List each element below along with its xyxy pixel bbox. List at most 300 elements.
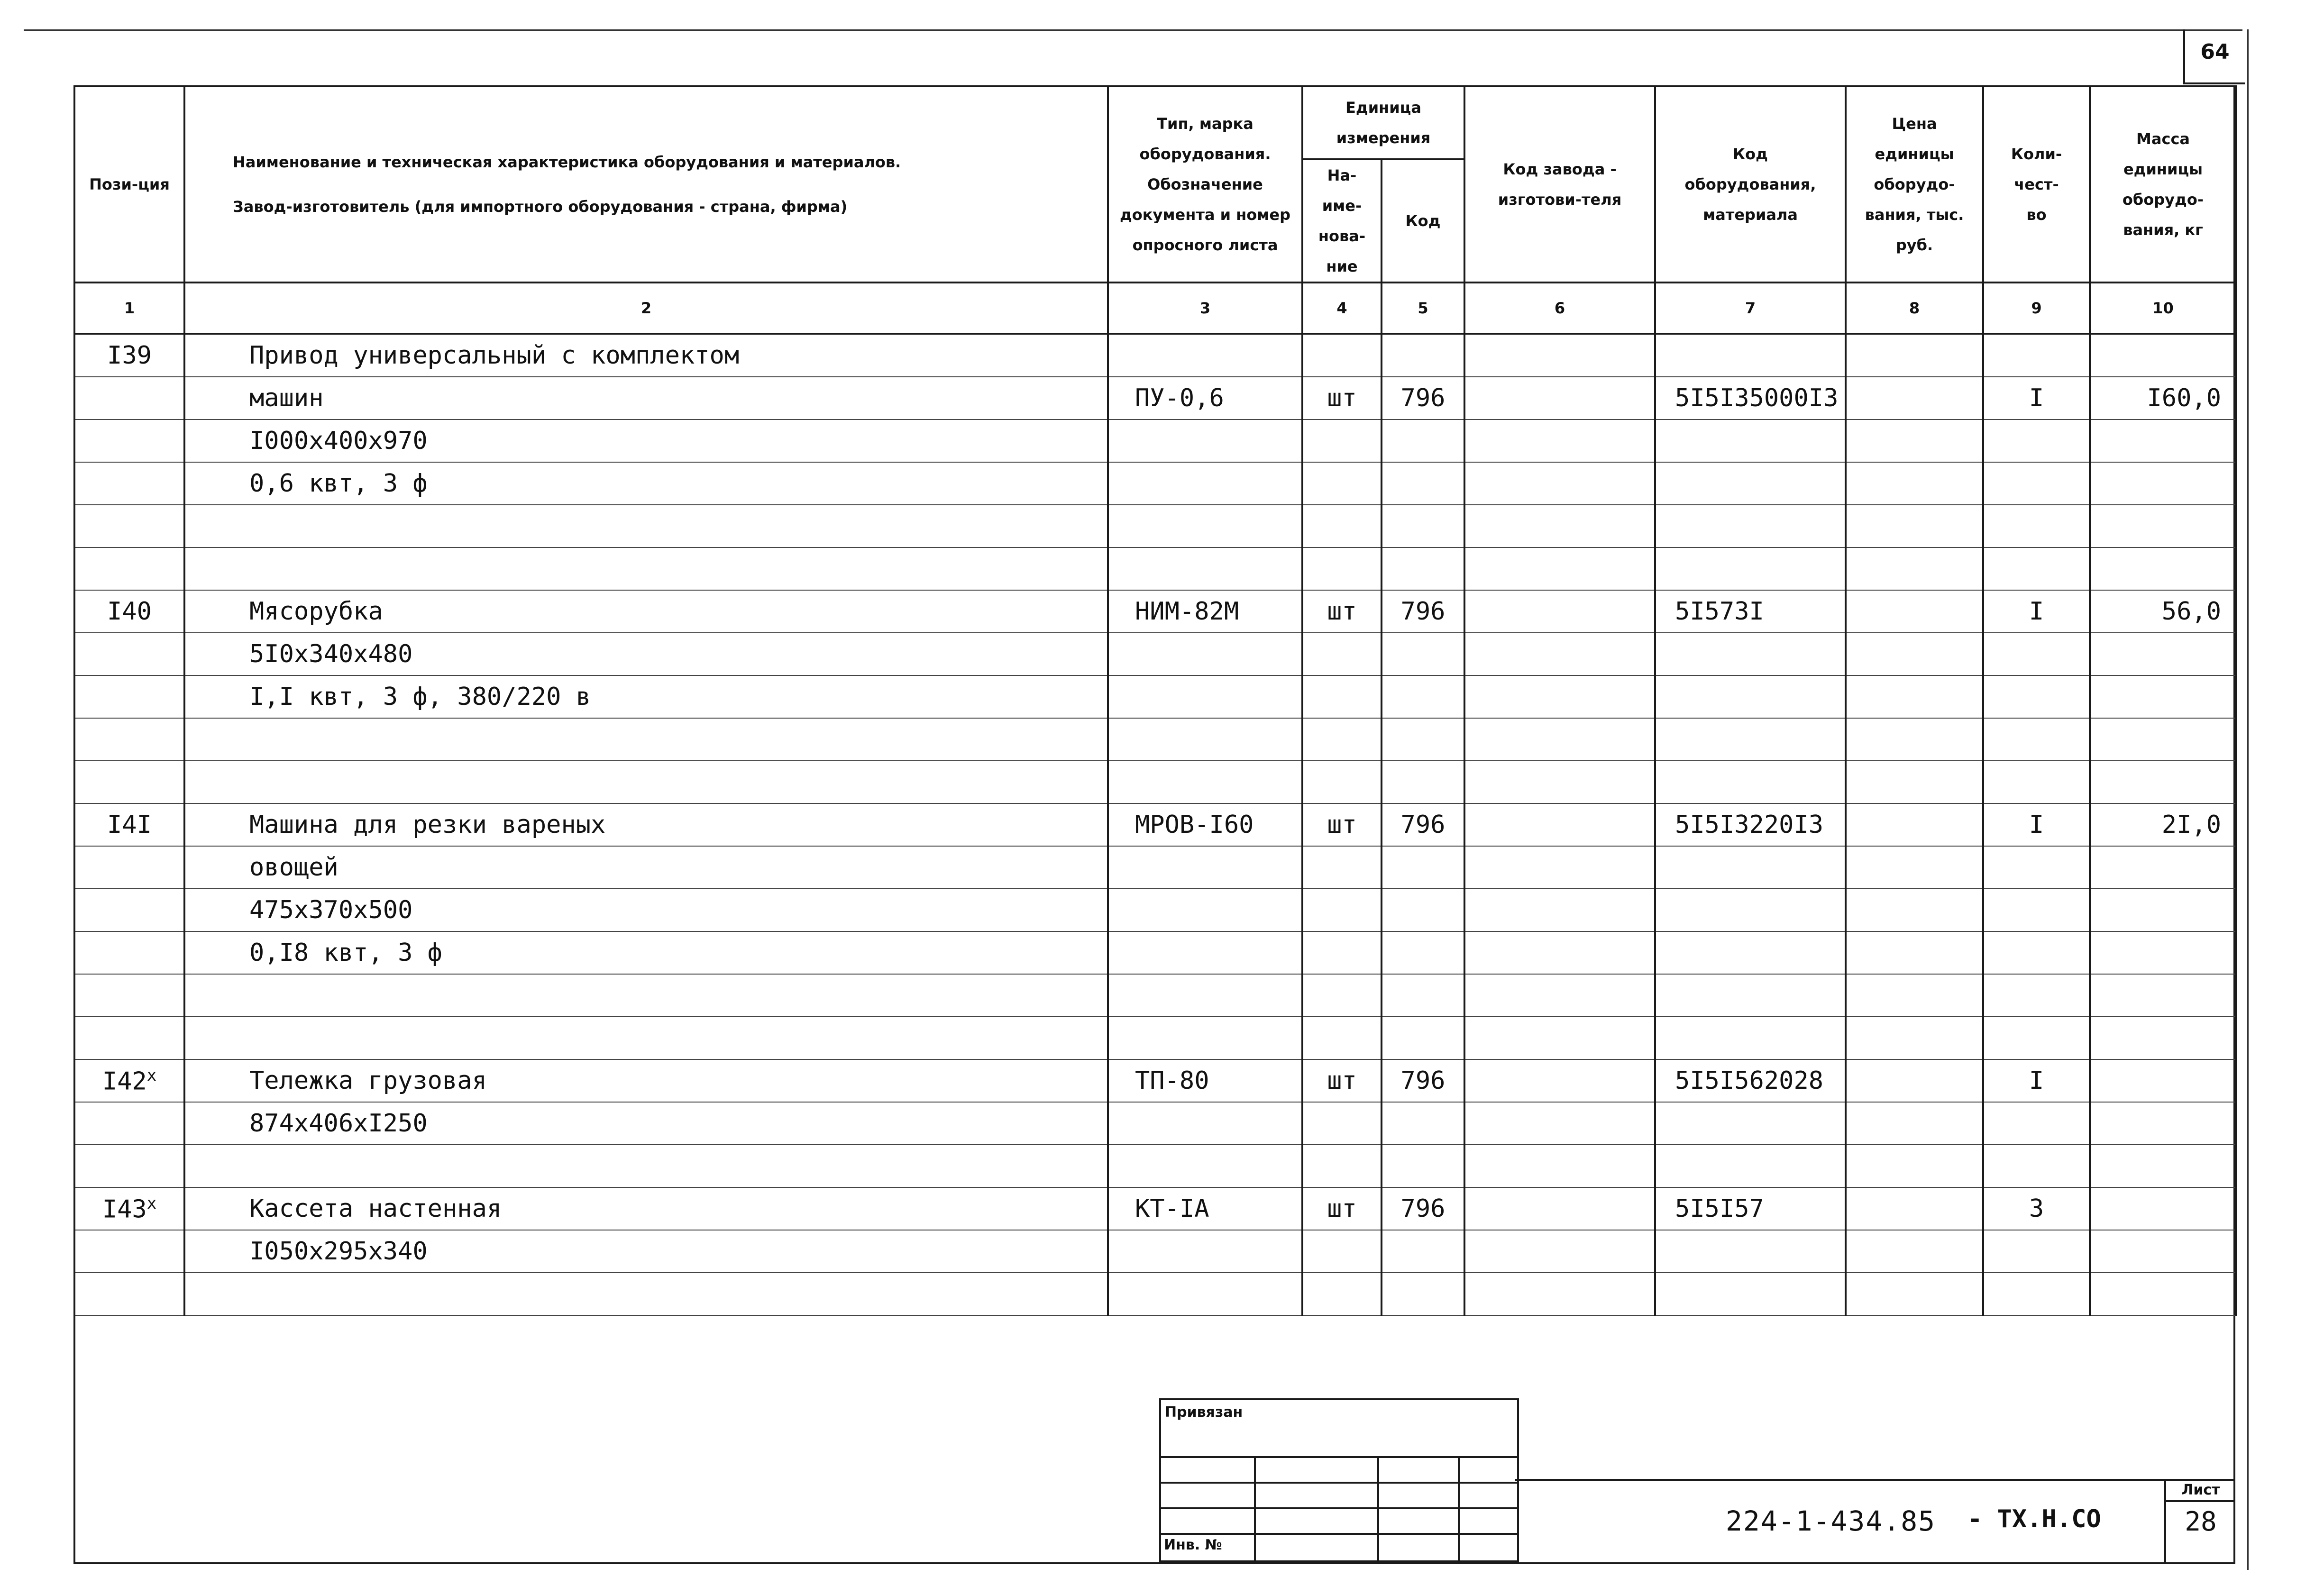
cell-name [184,505,1108,547]
cell-name [184,419,1108,462]
cell-price [1846,718,1983,761]
header-unit-code: Код [1382,159,1464,283]
table-row [74,675,2236,718]
cell-quantity [1983,846,2090,889]
cell-quantity [1983,675,2090,718]
cell-mass [2090,1230,2236,1273]
inv-label: Инв. № [1160,1534,1255,1561]
table-row [74,846,2236,889]
cell-unit [1302,974,1382,1017]
cell-name-text: Тележка грузовая [249,1066,487,1095]
cell-equipment-code [1655,419,1846,462]
title-block-line [1515,1479,2235,1481]
cell-unit-text: шт [1327,384,1357,412]
cell-unit [1302,675,1382,718]
cell-price [1846,803,1983,846]
cell-quantity [1983,1017,2090,1059]
cell-unit [1302,889,1382,931]
header-name-line2: Завод-изготовитель (для импортного оборудования - страна, фирма) [233,198,848,216]
cell-name [184,931,1108,974]
page-number: 64 [2200,40,2230,64]
stamp-cell [1459,1483,1518,1508]
cell-name [184,761,1108,803]
cell-mass [2090,803,2236,846]
cell-type-text: ПУ-0,6 [1135,384,1224,412]
header-equipment-code: Код оборудования, материала [1655,86,1846,283]
cell-equipment-code [1655,462,1846,505]
cell-name [184,462,1108,505]
cell-unit [1302,1145,1382,1187]
cell-mass [2090,419,2236,462]
cell-factory-code [1464,974,1655,1017]
cell-quantity [1983,462,2090,505]
cell-type [1108,974,1302,1017]
cell-unit-code [1382,803,1464,846]
cell-unit-code [1382,931,1464,974]
table-row [74,1187,2236,1230]
cell-quantity [1983,505,2090,547]
cell-unit [1302,590,1382,633]
sheet-number-box [2164,1479,2235,1564]
table-row [74,931,2236,974]
cell-price [1846,547,1983,590]
cell-unit-code-text: 796 [1400,1194,1446,1223]
cell-factory-code [1464,889,1655,931]
table-row [74,547,2236,590]
cell-unit [1302,803,1382,846]
stamp-cell [1378,1508,1459,1534]
cell-factory-code [1464,1017,1655,1059]
cell-unit-code [1382,1230,1464,1273]
cell-name-text: 0,6 квт, 3 ф [249,469,428,498]
cell-factory-code [1464,1187,1655,1230]
cell-unit-code-text: 796 [1400,384,1446,412]
cell-unit [1302,1273,1382,1315]
stamp-cell [1160,1457,1255,1483]
cell-position [74,974,184,1017]
cell-equipment-code-text: 5I5I562028 [1675,1066,1824,1095]
cell-price [1846,846,1983,889]
cell-factory-code [1464,419,1655,462]
cell-position-text: I39 [107,341,152,370]
cell-factory-code [1464,377,1655,419]
cell-unit-code-text: 796 [1400,597,1446,626]
cell-mass [2090,974,2236,1017]
cell-unit-code [1382,761,1464,803]
cell-quantity [1983,419,2090,462]
cell-unit [1302,1059,1382,1102]
table-row [74,462,2236,505]
cell-price [1846,377,1983,419]
cell-name-text: Кассета настенная [249,1194,502,1223]
cell-unit [1302,846,1382,889]
table-body [74,334,2236,1315]
table-row [74,1017,2236,1059]
cell-unit [1302,1017,1382,1059]
column-number: 8 [1846,283,1983,334]
cell-unit-code [1382,1273,1464,1315]
stamp-cell [1378,1457,1459,1483]
cell-quantity [1983,803,2090,846]
document-code: 224-1-434.85 [1726,1505,1936,1537]
cell-unit-code [1382,633,1464,675]
stamp-cell [1459,1534,1518,1561]
cell-type [1108,1145,1302,1187]
cell-price [1846,1102,1983,1145]
cell-type [1108,334,1302,377]
cell-position [74,1059,184,1102]
cell-type-text: НИМ-82М [1135,597,1239,626]
sheet-number: 28 [2185,1506,2217,1537]
table-row [74,1145,2236,1187]
cell-price [1846,1059,1983,1102]
cell-price [1846,675,1983,718]
cell-price [1846,1017,1983,1059]
cell-mass [2090,1187,2236,1230]
cell-unit [1302,377,1382,419]
cell-equipment-code [1655,633,1846,675]
cell-name [184,675,1108,718]
cell-equipment-code-text: 5I573I [1675,597,1764,626]
cell-type [1108,547,1302,590]
cell-quantity [1983,590,2090,633]
cell-unit [1302,1102,1382,1145]
cell-name [184,803,1108,846]
column-number: 5 [1382,283,1464,334]
cell-price [1846,590,1983,633]
cell-quantity [1983,334,2090,377]
cell-quantity-text: I [2029,597,2044,626]
header-name [184,86,1108,283]
cell-type [1108,1059,1302,1102]
cell-mass [2090,1273,2236,1315]
table-row [74,590,2236,633]
cell-unit-code [1382,1017,1464,1059]
stamp-cell [1160,1508,1255,1534]
cell-unit-text: шт [1327,811,1357,839]
cell-price [1846,1230,1983,1273]
cell-name [184,377,1108,419]
stamp-cell [1459,1508,1518,1534]
cell-price [1846,1187,1983,1230]
cell-equipment-code [1655,1145,1846,1187]
cell-factory-code [1464,931,1655,974]
cell-type [1108,633,1302,675]
cell-quantity [1983,1273,2090,1315]
cell-equipment-code [1655,1273,1846,1315]
cell-price [1846,761,1983,803]
cell-type-text: МРОВ-I60 [1135,811,1254,839]
cell-quantity [1983,633,2090,675]
table-row [74,1059,2236,1102]
cell-price [1846,974,1983,1017]
cell-type [1108,846,1302,889]
cell-unit [1302,1187,1382,1230]
cell-unit-code [1382,1187,1464,1230]
cell-name-text: машин [249,384,324,412]
cell-type [1108,1102,1302,1145]
cell-position [74,1273,184,1315]
cell-quantity-text: 3 [2029,1194,2044,1223]
cell-unit [1302,547,1382,590]
cell-mass [2090,1145,2236,1187]
column-number: 2 [184,283,1108,334]
cell-factory-code [1464,803,1655,846]
cell-name-text: 874х406хI250 [249,1109,428,1138]
table-row [74,377,2236,419]
cell-unit-code [1382,377,1464,419]
cell-equipment-code [1655,846,1846,889]
cell-name [184,1145,1108,1187]
position-mark: x [146,1194,157,1213]
cell-position [74,633,184,675]
cell-equipment-code [1655,889,1846,931]
cell-mass [2090,633,2236,675]
cell-unit-code [1382,718,1464,761]
cell-type [1108,1273,1302,1315]
cell-price [1846,419,1983,462]
cell-unit [1302,1230,1382,1273]
cell-name-text: Привод универсальный с комплектом [249,341,740,370]
cell-factory-code [1464,1145,1655,1187]
cell-type [1108,590,1302,633]
position-mark: x [146,1066,157,1085]
cell-mass-text: I60,0 [2147,384,2222,412]
page-number-box [2183,29,2245,84]
cell-equipment-code [1655,377,1846,419]
cell-type [1108,1230,1302,1273]
cell-type [1108,761,1302,803]
cell-price [1846,889,1983,931]
cell-position [74,803,184,846]
cell-price [1846,1273,1983,1315]
table-row [74,803,2236,846]
cell-unit-text: шт [1327,597,1357,626]
cell-unit-code [1382,505,1464,547]
table-row [74,505,2236,547]
cell-equipment-code-text: 5I5I57 [1675,1194,1764,1223]
document-suffix: - ТХ.Н.СО [1967,1505,2101,1533]
cell-mass [2090,334,2236,377]
cell-name [184,1102,1108,1145]
cell-factory-code [1464,718,1655,761]
cell-name [184,974,1108,1017]
cell-position-text: I40 [107,597,152,626]
cell-name [184,1059,1108,1102]
cell-mass [2090,505,2236,547]
cell-position [74,1102,184,1145]
cell-unit-code [1382,1059,1464,1102]
column-number: 9 [1983,283,2090,334]
cell-type [1108,889,1302,931]
column-number: 7 [1655,283,1846,334]
table-row [74,334,2236,377]
cell-name [184,1230,1108,1273]
cell-quantity [1983,931,2090,974]
cell-unit-code [1382,889,1464,931]
cell-position [74,334,184,377]
cell-mass-text: 56,0 [2161,597,2222,626]
cell-mass [2090,1017,2236,1059]
cell-factory-code [1464,547,1655,590]
column-number-row [74,283,2236,334]
cell-type [1108,675,1302,718]
cell-name [184,889,1108,931]
cell-name [184,1187,1108,1230]
cell-position [74,761,184,803]
table-row [74,761,2236,803]
cell-factory-code [1464,462,1655,505]
cell-name-text: I,I квт, 3 ф, 380/220 в [249,683,591,711]
cell-position [74,889,184,931]
cell-quantity [1983,1102,2090,1145]
cell-factory-code [1464,334,1655,377]
cell-price [1846,462,1983,505]
stamp-cell [1255,1534,1378,1561]
header-factory-code: Код завода - изготови-теля [1464,86,1655,283]
cell-type [1108,931,1302,974]
cell-position [74,505,184,547]
cell-unit-code [1382,462,1464,505]
cell-type [1108,377,1302,419]
specification-table [73,85,2237,1316]
stamp-cell [1378,1534,1459,1561]
cell-position [74,419,184,462]
cell-factory-code [1464,1059,1655,1102]
cell-position [74,1230,184,1273]
cell-mass [2090,1059,2236,1102]
cell-type-text: ТП-80 [1135,1066,1209,1095]
table-row [74,1273,2236,1315]
cell-quantity-text: I [2029,384,2044,412]
cell-price [1846,633,1983,675]
table-row [74,889,2236,931]
cell-equipment-code [1655,505,1846,547]
stamp-cell [1255,1508,1378,1534]
cell-position [74,377,184,419]
bottom-frame-line [73,1562,2235,1564]
cell-equipment-code [1655,590,1846,633]
cell-name [184,547,1108,590]
cell-quantity [1983,718,2090,761]
table-row [74,974,2236,1017]
cell-price [1846,1145,1983,1187]
cell-price [1846,505,1983,547]
cell-name-text: 5I0х340х480 [249,640,413,668]
cell-type [1108,505,1302,547]
cell-quantity [1983,889,2090,931]
cell-name [184,334,1108,377]
cell-mass [2090,590,2236,633]
cell-unit [1302,505,1382,547]
cell-name-text: овощей [249,853,339,882]
cell-position-text: I42 [102,1067,147,1096]
outer-right-line [2247,29,2249,1570]
sheet-label: Лист [2166,1482,2235,1502]
cell-mass [2090,675,2236,718]
cell-position-text: I43 [102,1195,147,1224]
cell-position [74,547,184,590]
cell-type [1108,419,1302,462]
header-position: Пози-ция [74,86,184,283]
cell-equipment-code [1655,718,1846,761]
cell-equipment-code [1655,803,1846,846]
cell-mass [2090,931,2236,974]
cell-name [184,846,1108,889]
cell-factory-code [1464,761,1655,803]
stamp-cell [1160,1483,1255,1508]
cell-unit-code-text: 796 [1400,1066,1446,1095]
cell-position [74,846,184,889]
cell-position [74,1187,184,1230]
cell-unit [1302,633,1382,675]
header-unit: Единица измерения [1302,86,1464,159]
cell-equipment-code [1655,675,1846,718]
cell-unit-code [1382,334,1464,377]
column-number: 1 [74,283,184,334]
cell-type [1108,1187,1302,1230]
table-row [74,1102,2236,1145]
cell-mass [2090,889,2236,931]
cell-mass [2090,547,2236,590]
cell-factory-code [1464,505,1655,547]
stamp-cell [1459,1457,1518,1483]
cell-unit [1302,462,1382,505]
stamp-cell [1378,1483,1459,1508]
cell-quantity [1983,761,2090,803]
cell-factory-code [1464,590,1655,633]
cell-quantity [1983,1187,2090,1230]
cell-name [184,1017,1108,1059]
header-quantity: Коли-чест-во [1983,86,2090,283]
header-name-line1: Наименование и техническая характеристика оборудования и материалов. [233,153,901,171]
cell-quantity [1983,377,2090,419]
cell-name [184,590,1108,633]
cell-unit [1302,334,1382,377]
cell-mass [2090,462,2236,505]
cell-equipment-code [1655,547,1846,590]
table-row [74,633,2236,675]
stamp-cell [1255,1457,1378,1483]
cell-name [184,718,1108,761]
cell-position [74,590,184,633]
cell-position-text: I4I [107,811,152,839]
cell-name [184,1273,1108,1315]
cell-factory-code [1464,675,1655,718]
cell-name-text: Машина для резки вареных [249,811,606,839]
cell-position [74,718,184,761]
cell-unit-code [1382,547,1464,590]
cell-quantity [1983,1230,2090,1273]
cell-type [1108,462,1302,505]
cell-quantity [1983,1059,2090,1102]
table-header [74,86,2236,334]
header-type: Тип, марка оборудования. Обозначение документа и номер опросного листа [1108,86,1302,283]
cell-quantity [1983,974,2090,1017]
cell-factory-code [1464,846,1655,889]
cell-equipment-code [1655,1230,1846,1273]
cell-equipment-code [1655,974,1846,1017]
cell-type-text: КТ-IА [1135,1194,1209,1223]
cell-unit-code [1382,1102,1464,1145]
cell-name-text: I000х400х970 [249,427,428,455]
cell-quantity-text: I [2029,1066,2044,1095]
cell-unit [1302,718,1382,761]
cell-factory-code [1464,1273,1655,1315]
cell-quantity [1983,547,2090,590]
cell-position [74,1145,184,1187]
cell-type [1108,803,1302,846]
